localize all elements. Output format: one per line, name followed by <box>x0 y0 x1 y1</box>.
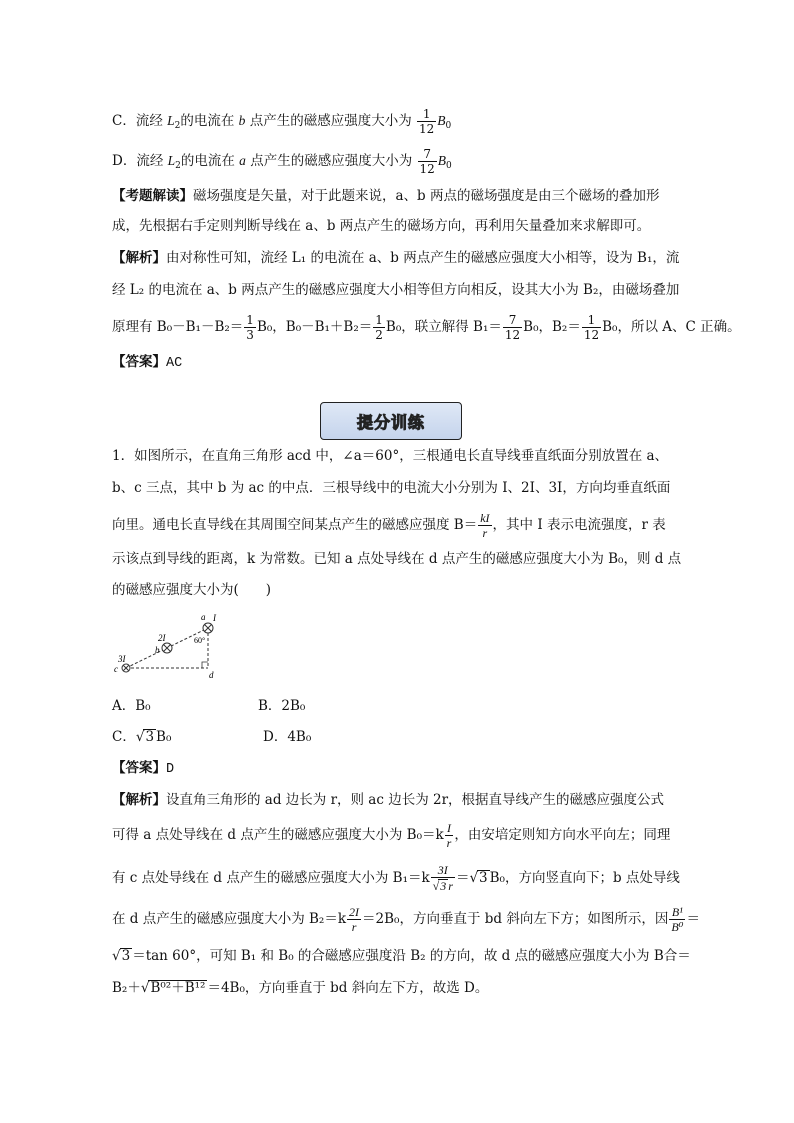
label-b: b <box>155 645 160 655</box>
q1-sol-line-4: 在 d 点产生的磁感应强度大小为 B₂＝k $\frac{2I}{r}$ ＝2B₀，方向垂直于 bd 斜向左下方；如图所示，因 $\frac{\text{B¹}}{\text{B⁰}}$ ＝ <box>112 905 700 934</box>
label-I: I <box>213 613 216 623</box>
kaoti-line-1: 【考题解读】磁场强度是矢量，对于此题来说，a、b 两点的磁场强度是由三个磁场的叠加形 <box>112 188 660 204</box>
triangle-figure <box>112 610 232 682</box>
q1-option-a: A．B₀ <box>112 698 151 714</box>
jiexi-tag: 【解析】 <box>112 250 166 266</box>
option-d-prev: D．流经 $L_2$的电流在 a 点产生的磁感应强度大小为 $\frac{7}{12}$ $B_0$ <box>112 147 452 176</box>
q1-line-1: 1．如图所示，在直角三角形 acd 中，∠a＝60°，三根通电长直导线垂直纸面分别放置在 a、 <box>112 448 669 464</box>
label-a: a <box>201 612 206 622</box>
option-c-prev: C．流经 $L_2$的电流在 b 点产生的磁感应强度大小为 $\frac{1}{12}$ $B_0$ <box>112 107 452 136</box>
kaoti-line-2: 成，先根据右手定则判断导线在 a、b 两点产生的磁场方向，再利用矢量叠加来求解即可。 <box>112 218 651 234</box>
section-banner: 提分训练 <box>320 402 462 440</box>
q1-option-b: B．2B₀ <box>258 698 306 714</box>
q1-line-5: 的磁感应强度大小为( ) <box>112 582 272 598</box>
q1-sol-line-1: 【解析】设直角三角形的 ad 边长为 r，则 ac 边长为 2r，根据直导线产生的磁感应强度公式 <box>112 792 665 808</box>
q1-sol-line-5: √3 ＝tan 60°，可知 B₁ 和 B₀ 的合磁感应强度沿 B₂ 的方向，故 d 点的磁感应强度大小为 B合＝ <box>112 948 691 964</box>
jiexi-line-3: 原理有 B₀－B₁－B₂＝ $\frac{1}{3}$ B₀，B₀－B₁＋B₂＝ $\frac{1}{2}$ B₀，联立解得 B₁＝ $\frac{7}{12}$ B₀，B₂＝ $\frac{1}{12}$ B₀，所以 A、C 正确。 <box>112 313 741 342</box>
wire-c <box>122 664 130 672</box>
label-c: c <box>114 664 118 674</box>
q1-line-4: 示该点到导线的距离，k 为常数。已知 a 点处导线在 d 点产生的磁感应强度大小为 B₀，则 d 点 <box>112 551 682 567</box>
q1-option-c: C．√3 B₀ <box>112 729 172 745</box>
answer-value: AC <box>166 356 183 371</box>
q1-sol-line-3: 有 c 点处导线在 d 点产生的磁感应强度大小为 B₁＝k $\frac{3I}{√3 r}$ ＝√3 B₀，方向竖直向下；b 点处导线 <box>112 863 680 893</box>
q1-option-d: D．4B₀ <box>263 729 312 745</box>
jiexi-line-2: 经 L₂ 的电流在 a、b 两点产生的磁感应强度大小相等但方向相反，设其大小为 B₂，由磁场叠加 <box>112 282 680 298</box>
label-3I: 3I <box>118 654 126 664</box>
label-2I: 2I <box>158 633 166 643</box>
kaoti-tag: 【考题解读】 <box>112 188 193 204</box>
q1-sol-line-2: 可得 a 点处导线在 d 点产生的磁感应强度大小为 B₀＝k $\frac{I}{r}$ ，由安培定则知方向水平向左；同理 <box>112 821 671 850</box>
wire-b <box>162 643 172 653</box>
q1-answer: 【答案】D <box>112 760 175 777</box>
wire-a <box>203 623 213 633</box>
answer-line-prev: 【答案】AC <box>112 354 183 371</box>
q1-line-2: b、c 三点，其中 b 为 ac 的中点．三根导线中的电流大小分别为 I、2I、3I，方向均垂直纸面 <box>112 480 671 496</box>
label-d: d <box>209 670 214 680</box>
jiexi-line-1: 【解析】由对称性可知，流经 L₁ 的电流在 a、b 两点产生的磁感应强度大小相等，设为 B₁，流 <box>112 250 680 266</box>
q1-sol-line-6: B₂＋√B⁰²＋B¹² ＝4B₀，方向垂直于 bd 斜向左下方，故选 D。 <box>112 980 489 996</box>
q1-line-3: 向里。通电长直导线在其周围空间某点产生的磁感应强度 B＝ $\frac{kI}{r}$ ，其中 I 表示电流强度，r 表 <box>112 511 666 540</box>
right-angle-mark <box>202 662 208 668</box>
label-60: 60° <box>194 636 206 645</box>
